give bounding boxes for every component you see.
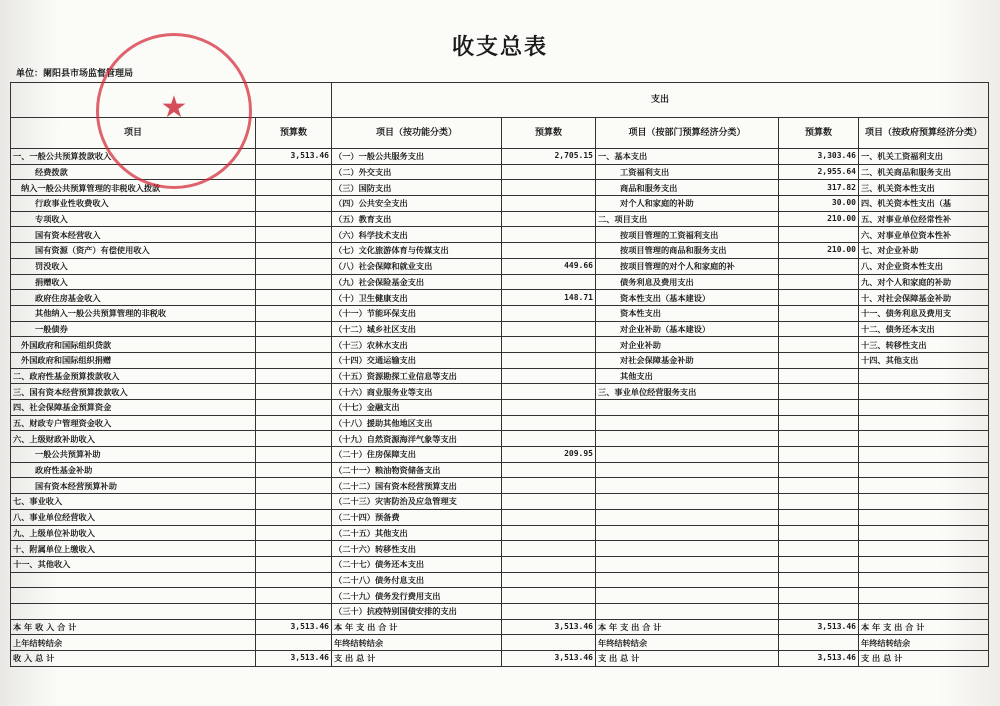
functional-budget: 2,705.15 bbox=[502, 149, 596, 165]
functional-item: （二十四）预备费 bbox=[332, 509, 502, 525]
income-budget bbox=[256, 400, 332, 416]
gov-economic-item: 七、对企业补助 bbox=[859, 243, 989, 259]
functional-item: （十八）援助其他地区支出 bbox=[332, 415, 502, 431]
gov-economic-item bbox=[859, 556, 989, 572]
functional-item: （十七）金融支出 bbox=[332, 400, 502, 416]
functional-budget bbox=[502, 588, 596, 604]
table-row bbox=[11, 196, 989, 212]
income-budget bbox=[256, 211, 332, 227]
table-row bbox=[11, 227, 989, 243]
functional-budget bbox=[502, 509, 596, 525]
income-item: 本 年 收 入 合 计 bbox=[11, 619, 256, 635]
functional-item: （四）公共安全支出 bbox=[332, 196, 502, 212]
header-row-group bbox=[11, 83, 989, 118]
table-row bbox=[11, 588, 989, 604]
functional-item: （二十）住房保障支出 bbox=[332, 447, 502, 463]
table-row bbox=[11, 509, 989, 525]
gov-economic-item: 支 出 总 计 bbox=[859, 651, 989, 667]
functional-budget: 3,513.46 bbox=[502, 651, 596, 667]
functional-budget: 209.95 bbox=[502, 447, 596, 463]
functional-budget bbox=[502, 494, 596, 510]
income-item: 捐赠收入 bbox=[11, 274, 256, 290]
income-item: 上年结转结余 bbox=[11, 635, 256, 651]
dept-economic-budget bbox=[779, 258, 859, 274]
functional-item: （十三）农林水支出 bbox=[332, 337, 502, 353]
dept-economic-item bbox=[596, 509, 779, 525]
income-item: 纳入一般公共预算管理的非税收入拨款 bbox=[11, 180, 256, 196]
dept-economic-budget bbox=[779, 462, 859, 478]
dept-economic-budget bbox=[779, 227, 859, 243]
dept-economic-budget bbox=[779, 337, 859, 353]
dept-economic-budget: 210.00 bbox=[779, 211, 859, 227]
income-item: 四、社会保障基金预算资金 bbox=[11, 400, 256, 416]
income-item: 十、附属单位上缴收入 bbox=[11, 541, 256, 557]
dept-economic-item: 三、事业单位经营服务支出 bbox=[596, 384, 779, 400]
functional-item: （二十九）债务发行费用支出 bbox=[332, 588, 502, 604]
income-budget bbox=[256, 164, 332, 180]
table-row bbox=[11, 415, 989, 431]
income-budget bbox=[256, 415, 332, 431]
gov-economic-item: 十二、债务还本支出 bbox=[859, 321, 989, 337]
table-row bbox=[11, 274, 989, 290]
table-row bbox=[11, 494, 989, 510]
dept-economic-budget bbox=[779, 541, 859, 557]
gov-economic-item bbox=[859, 400, 989, 416]
functional-item: （十四）交通运输支出 bbox=[332, 352, 502, 368]
header-row-columns bbox=[11, 118, 989, 149]
table-row bbox=[11, 651, 989, 667]
table-row bbox=[11, 149, 989, 165]
gov-economic-item bbox=[859, 368, 989, 384]
functional-budget bbox=[502, 400, 596, 416]
dept-economic-item bbox=[596, 400, 779, 416]
col-header-budget: 预算数 bbox=[256, 118, 332, 149]
dept-economic-item: 一、基本支出 bbox=[596, 149, 779, 165]
dept-economic-item: 商品和服务支出 bbox=[596, 180, 779, 196]
gov-economic-item bbox=[859, 462, 989, 478]
income-budget bbox=[256, 274, 332, 290]
dept-economic-budget bbox=[779, 525, 859, 541]
gov-economic-item bbox=[859, 447, 989, 463]
functional-item: （一）一般公共服务支出 bbox=[332, 149, 502, 165]
functional-item: （二）外交支出 bbox=[332, 164, 502, 180]
dept-economic-item: 对社会保障基金补助 bbox=[596, 352, 779, 368]
gov-economic-item: 十、对社会保障基金补助 bbox=[859, 290, 989, 306]
dept-economic-budget bbox=[779, 509, 859, 525]
gov-economic-item bbox=[859, 384, 989, 400]
table-row bbox=[11, 400, 989, 416]
gov-economic-item bbox=[859, 541, 989, 557]
dept-economic-budget bbox=[779, 635, 859, 651]
functional-item: （五）教育支出 bbox=[332, 211, 502, 227]
income-budget bbox=[256, 384, 332, 400]
dept-economic-budget bbox=[779, 400, 859, 416]
gov-economic-item bbox=[859, 603, 989, 619]
table-row bbox=[11, 603, 989, 619]
income-item: 七、事业收入 bbox=[11, 494, 256, 510]
dept-economic-budget bbox=[779, 352, 859, 368]
table-row bbox=[11, 447, 989, 463]
functional-item: （十五）资源勘探工业信息等支出 bbox=[332, 368, 502, 384]
table-row bbox=[11, 368, 989, 384]
functional-item: （三）国防支出 bbox=[332, 180, 502, 196]
functional-item: 年终结转结余 bbox=[332, 635, 502, 651]
income-item: 二、政府性基金预算拨款收入 bbox=[11, 368, 256, 384]
dept-economic-item bbox=[596, 431, 779, 447]
income-budget bbox=[256, 243, 332, 259]
seal-star-icon: ★ bbox=[160, 90, 188, 125]
dept-economic-budget: 2,955.64 bbox=[779, 164, 859, 180]
income-item: 专项收入 bbox=[11, 211, 256, 227]
gov-economic-item: 四、机关资本性支出（基 bbox=[859, 196, 989, 212]
dept-economic-budget bbox=[779, 305, 859, 321]
functional-item: （二十二）国有资本经营预算支出 bbox=[332, 478, 502, 494]
income-item: 外国政府和国际组织贷款 bbox=[11, 337, 256, 353]
income-budget bbox=[256, 509, 332, 525]
income-budget bbox=[256, 572, 332, 588]
dept-economic-item: 资本性支出 bbox=[596, 305, 779, 321]
functional-budget: 148.71 bbox=[502, 290, 596, 306]
dept-economic-item: 按项目管理的对个人和家庭的补 bbox=[596, 258, 779, 274]
income-budget bbox=[256, 368, 332, 384]
gov-economic-item: 十四、其他支出 bbox=[859, 352, 989, 368]
income-item: 行政事业性收费收入 bbox=[11, 196, 256, 212]
income-item: 一般债券 bbox=[11, 321, 256, 337]
dept-economic-budget bbox=[779, 321, 859, 337]
functional-budget bbox=[502, 478, 596, 494]
dept-economic-budget: 30.00 bbox=[779, 196, 859, 212]
table-row bbox=[11, 290, 989, 306]
functional-budget bbox=[502, 227, 596, 243]
income-item: 三、国有资本经营预算拨款收入 bbox=[11, 384, 256, 400]
functional-item: （二十五）其他支出 bbox=[332, 525, 502, 541]
table-row bbox=[11, 541, 989, 557]
dept-economic-budget: 3,303.46 bbox=[779, 149, 859, 165]
income-item: 一般公共预算补助 bbox=[11, 447, 256, 463]
income-item: 政府性基金补助 bbox=[11, 462, 256, 478]
dept-economic-budget bbox=[779, 368, 859, 384]
dept-economic-budget bbox=[779, 431, 859, 447]
table-row bbox=[11, 211, 989, 227]
gov-economic-item: 二、机关商品和服务支出 bbox=[859, 164, 989, 180]
functional-budget bbox=[502, 164, 596, 180]
functional-budget bbox=[502, 603, 596, 619]
functional-budget bbox=[502, 431, 596, 447]
dept-economic-budget bbox=[779, 290, 859, 306]
dept-economic-item: 对个人和家庭的补助 bbox=[596, 196, 779, 212]
income-item: 九、上级单位补助收入 bbox=[11, 525, 256, 541]
functional-item: （八）社会保障和就业支出 bbox=[332, 258, 502, 274]
table-row bbox=[11, 352, 989, 368]
income-budget bbox=[256, 447, 332, 463]
table-row bbox=[11, 572, 989, 588]
dept-economic-item: 其他支出 bbox=[596, 368, 779, 384]
gov-economic-item bbox=[859, 478, 989, 494]
functional-budget bbox=[502, 462, 596, 478]
dept-economic-item bbox=[596, 462, 779, 478]
dept-economic-item bbox=[596, 447, 779, 463]
expense-group-header: 支出 bbox=[332, 83, 989, 118]
dept-economic-item bbox=[596, 588, 779, 604]
gov-economic-item bbox=[859, 572, 989, 588]
table-row bbox=[11, 619, 989, 635]
income-budget: 3,513.46 bbox=[256, 149, 332, 165]
functional-budget bbox=[502, 572, 596, 588]
income-item bbox=[11, 572, 256, 588]
col-header-gov-economic: 项目（按政府预算经济分类） bbox=[859, 118, 989, 149]
dept-economic-item bbox=[596, 603, 779, 619]
gov-economic-item: 本 年 支 出 合 计 bbox=[859, 619, 989, 635]
dept-economic-budget bbox=[779, 603, 859, 619]
dept-economic-item bbox=[596, 525, 779, 541]
col-header-functional: 项目（按功能分类） bbox=[332, 118, 502, 149]
functional-budget bbox=[502, 337, 596, 353]
functional-item: 本 年 支 出 合 计 bbox=[332, 619, 502, 635]
functional-item: （七）文化旅游体育与传媒支出 bbox=[332, 243, 502, 259]
income-item: 外国政府和国际组织捐赠 bbox=[11, 352, 256, 368]
functional-budget bbox=[502, 274, 596, 290]
functional-budget bbox=[502, 321, 596, 337]
dept-economic-item: 对企业补助 bbox=[596, 337, 779, 353]
dept-economic-item bbox=[596, 494, 779, 510]
functional-budget bbox=[502, 243, 596, 259]
income-budget bbox=[256, 305, 332, 321]
unit-line bbox=[16, 66, 133, 79]
functional-budget bbox=[502, 541, 596, 557]
table-row bbox=[11, 258, 989, 274]
dept-economic-item bbox=[596, 541, 779, 557]
gov-economic-item: 九、对个人和家庭的补助 bbox=[859, 274, 989, 290]
gov-economic-item bbox=[859, 525, 989, 541]
functional-budget bbox=[502, 352, 596, 368]
dept-economic-budget bbox=[779, 556, 859, 572]
income-item: 罚没收入 bbox=[11, 258, 256, 274]
income-budget bbox=[256, 227, 332, 243]
gov-economic-item: 一、机关工资福利支出 bbox=[859, 149, 989, 165]
income-budget bbox=[256, 635, 332, 651]
dept-economic-item: 资本性支出（基本建设） bbox=[596, 290, 779, 306]
col-header-budget: 预算数 bbox=[779, 118, 859, 149]
income-budget bbox=[256, 337, 332, 353]
functional-item: 支 出 总 计 bbox=[332, 651, 502, 667]
dept-economic-budget bbox=[779, 447, 859, 463]
functional-budget bbox=[502, 556, 596, 572]
table-row bbox=[11, 556, 989, 572]
income-item: 收 入 总 计 bbox=[11, 651, 256, 667]
functional-budget bbox=[502, 415, 596, 431]
income-budget bbox=[256, 603, 332, 619]
functional-budget bbox=[502, 180, 596, 196]
gov-economic-item: 八、对企业资本性支出 bbox=[859, 258, 989, 274]
income-item: 国有资源（资产）有偿使用收入 bbox=[11, 243, 256, 259]
gov-economic-item: 年终结转结余 bbox=[859, 635, 989, 651]
income-group-header bbox=[11, 83, 332, 118]
dept-economic-budget: 3,513.46 bbox=[779, 651, 859, 667]
dept-economic-budget: 210.00 bbox=[779, 243, 859, 259]
dept-economic-item: 二、项目支出 bbox=[596, 211, 779, 227]
functional-item: （二十六）转移性支出 bbox=[332, 541, 502, 557]
functional-budget bbox=[502, 211, 596, 227]
functional-budget bbox=[502, 384, 596, 400]
dept-economic-budget bbox=[779, 588, 859, 604]
functional-item: （十）卫生健康支出 bbox=[332, 290, 502, 306]
income-item: 其他纳入一般公共预算管理的非税收 bbox=[11, 305, 256, 321]
income-budget bbox=[256, 431, 332, 447]
income-budget bbox=[256, 321, 332, 337]
gov-economic-item bbox=[859, 588, 989, 604]
income-item: 五、财政专户管理资金收入 bbox=[11, 415, 256, 431]
functional-item: （二十八）债务付息支出 bbox=[332, 572, 502, 588]
col-header-item: 项目 bbox=[11, 118, 256, 149]
dept-economic-budget bbox=[779, 478, 859, 494]
dept-economic-budget bbox=[779, 572, 859, 588]
dept-economic-budget: 3,513.46 bbox=[779, 619, 859, 635]
page-title: 收支总表 bbox=[451, 34, 548, 60]
gov-economic-item: 三、机关资本性支出 bbox=[859, 180, 989, 196]
gov-economic-item: 十三、转移性支出 bbox=[859, 337, 989, 353]
functional-budget bbox=[502, 368, 596, 384]
income-budget bbox=[256, 588, 332, 604]
income-budget bbox=[256, 352, 332, 368]
functional-item: （二十一）粮油物资储备支出 bbox=[332, 462, 502, 478]
table-row bbox=[11, 384, 989, 400]
dept-economic-item: 本 年 支 出 合 计 bbox=[596, 619, 779, 635]
income-item: 一、一般公共预算拨款收入 bbox=[11, 149, 256, 165]
functional-budget bbox=[502, 635, 596, 651]
functional-item: （二十三）灾害防治及应急管理支 bbox=[332, 494, 502, 510]
dept-economic-item bbox=[596, 478, 779, 494]
income-item: 国有资本经营预算补助 bbox=[11, 478, 256, 494]
gov-economic-item: 十一、债务利息及费用支 bbox=[859, 305, 989, 321]
income-budget bbox=[256, 180, 332, 196]
table-row bbox=[11, 478, 989, 494]
functional-budget bbox=[502, 196, 596, 212]
income-item: 十一、其他收入 bbox=[11, 556, 256, 572]
gov-economic-item bbox=[859, 431, 989, 447]
income-budget bbox=[256, 290, 332, 306]
income-budget bbox=[256, 196, 332, 212]
income-budget bbox=[256, 556, 332, 572]
table-row bbox=[11, 525, 989, 541]
unit-name: 阑阳县市场监督管理局 bbox=[43, 69, 134, 79]
dept-economic-item: 工资福利支出 bbox=[596, 164, 779, 180]
table-row bbox=[11, 337, 989, 353]
dept-economic-item: 按项目管理的商品和服务支出 bbox=[596, 243, 779, 259]
table-row bbox=[11, 635, 989, 651]
income-budget bbox=[256, 525, 332, 541]
functional-item: （十六）商业服务业等支出 bbox=[332, 384, 502, 400]
col-header-dept-economic: 项目（按部门预算经济分类） bbox=[596, 118, 779, 149]
functional-item: （九）社会保险基金支出 bbox=[332, 274, 502, 290]
functional-item: （六）科学技术支出 bbox=[332, 227, 502, 243]
income-budget: 3,513.46 bbox=[256, 651, 332, 667]
table-row bbox=[11, 305, 989, 321]
functional-item: （二十七）债务还本支出 bbox=[332, 556, 502, 572]
gov-economic-item bbox=[859, 415, 989, 431]
dept-economic-item bbox=[596, 415, 779, 431]
income-item: 国有资本经营收入 bbox=[11, 227, 256, 243]
functional-item: （十一）节能环保支出 bbox=[332, 305, 502, 321]
dept-economic-budget bbox=[779, 274, 859, 290]
dept-economic-budget bbox=[779, 384, 859, 400]
col-header-budget: 预算数 bbox=[502, 118, 596, 149]
dept-economic-budget bbox=[779, 494, 859, 510]
income-budget bbox=[256, 541, 332, 557]
table-row bbox=[11, 462, 989, 478]
dept-economic-item bbox=[596, 572, 779, 588]
dept-economic-item: 支 出 总 计 bbox=[596, 651, 779, 667]
functional-item: （十二）城乡社区支出 bbox=[332, 321, 502, 337]
income-item: 经费拨款 bbox=[11, 164, 256, 180]
income-item: 六、上级财政补助收入 bbox=[11, 431, 256, 447]
income-item bbox=[11, 603, 256, 619]
dept-economic-item: 债务利息及费用支出 bbox=[596, 274, 779, 290]
income-budget bbox=[256, 494, 332, 510]
income-budget bbox=[256, 462, 332, 478]
income-item: 政府住房基金收入 bbox=[11, 290, 256, 306]
functional-budget bbox=[502, 305, 596, 321]
income-item: 八、事业单位经营收入 bbox=[11, 509, 256, 525]
table-row bbox=[11, 180, 989, 196]
functional-item: （十九）自然资源海洋气象等支出 bbox=[332, 431, 502, 447]
dept-economic-item bbox=[596, 556, 779, 572]
dept-economic-budget bbox=[779, 415, 859, 431]
table-row bbox=[11, 321, 989, 337]
gov-economic-item: 五、对事业单位经常性补 bbox=[859, 211, 989, 227]
functional-budget: 449.66 bbox=[502, 258, 596, 274]
income-budget bbox=[256, 478, 332, 494]
income-expense-table bbox=[10, 82, 989, 667]
dept-economic-item: 年终结转结余 bbox=[596, 635, 779, 651]
dept-economic-budget: 317.82 bbox=[779, 180, 859, 196]
table-row bbox=[11, 164, 989, 180]
functional-item: （三十）抗疫特别国债安排的支出 bbox=[332, 603, 502, 619]
functional-budget: 3,513.46 bbox=[502, 619, 596, 635]
functional-budget bbox=[502, 525, 596, 541]
income-item bbox=[11, 588, 256, 604]
gov-economic-item: 六、对事业单位资本性补 bbox=[859, 227, 989, 243]
gov-economic-item bbox=[859, 494, 989, 510]
dept-economic-item: 按项目管理的工资福利支出 bbox=[596, 227, 779, 243]
income-budget bbox=[256, 258, 332, 274]
unit-label: 单位： bbox=[16, 69, 44, 79]
table-row bbox=[11, 243, 989, 259]
gov-economic-item bbox=[859, 509, 989, 525]
income-budget: 3,513.46 bbox=[256, 619, 332, 635]
dept-economic-item: 对企业补助（基本建设） bbox=[596, 321, 779, 337]
table-row bbox=[11, 431, 989, 447]
